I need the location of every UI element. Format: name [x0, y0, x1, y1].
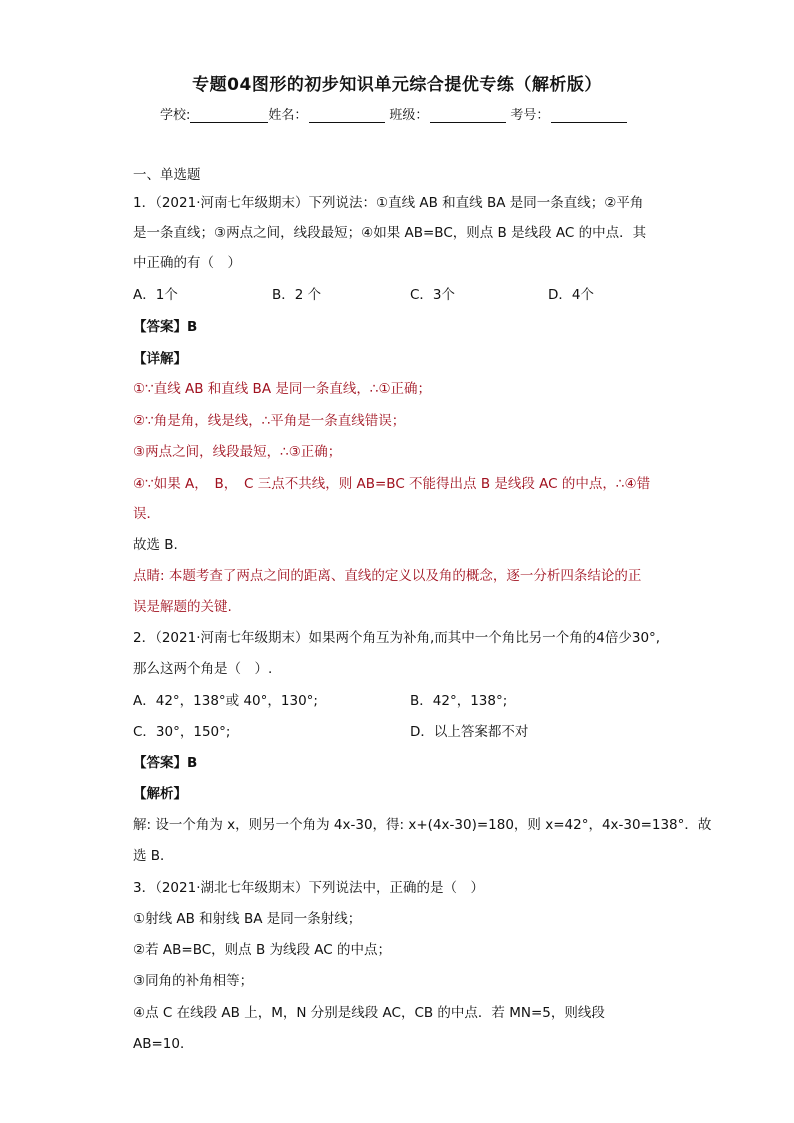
q1-detail-line5: 误． [133, 506, 160, 522]
q1-option-b: B．2 个 [272, 287, 322, 303]
q1-stem-line2: 是一条直线；③两点之间，线段最短；④如果 AB=BC，则点 B 是线段 AC 的中点．其 [133, 225, 647, 241]
q3-statement-2: ②若 AB=BC，则点 B 为线段 AC 的中点； [133, 942, 392, 958]
q3-stem-line1: 3．（2021·湖北七年级期末）下列说法中，正确的是（ ） [133, 880, 484, 896]
q2-analysis-line2: 选 B． [133, 848, 174, 864]
q2-option-a: A．42°，138°或 40°，130°; [133, 693, 318, 709]
school-blank[interactable] [190, 108, 268, 123]
q2-stem-line2: 那么这两个角是（ ）. [133, 661, 273, 677]
page-title: 专题04图形的初步知识单元综合提优专练（解析版） [192, 75, 602, 95]
q3-statement-3: ③同角的补角相等； [133, 973, 254, 989]
q1-detail-heading: 【详解】 [133, 351, 187, 367]
q1-stem-line1: 1．（2021·河南七年级期末）下列说法：①直线 AB 和直线 BA 是同一条直线；②平角 [133, 195, 644, 211]
q1-answer: 【答案】B [133, 319, 198, 335]
name-blank[interactable] [309, 108, 385, 123]
q1-detail-line2: ②∵角是角，线是线，∴平角是一条直线错误； [133, 413, 406, 429]
exam-no-label: 考号： [510, 108, 550, 123]
q2-option-b: B．42°，138°; [410, 693, 508, 709]
q2-option-c: C．30°，150°; [133, 724, 231, 740]
q1-conclusion: 故选 B. [133, 537, 178, 553]
q2-stem-line1: 2．（2021·河南七年级期末）如果两个角互为补角,而其中一个角比另一个角的4倍少30°, [133, 630, 661, 646]
q1-option-c: C．3个 [410, 287, 456, 303]
q2-answer: 【答案】B [133, 755, 198, 771]
class-blank[interactable] [430, 108, 506, 123]
q1-comment-line1: 点睛: 本题考查了两点之间的距离、直线的定义以及角的概念，逐一分析四条结论的正 [133, 568, 642, 584]
q1-stem-line3: 中正确的有（ ） [133, 255, 241, 271]
school-label: 学校: [160, 108, 191, 123]
section-heading: 一、单选题 [133, 167, 201, 183]
q3-statement-1: ①射线 AB 和射线 BA 是同一条射线； [133, 911, 362, 927]
q2-option-d: D．以上答案都不对 [410, 724, 529, 740]
q1-detail-line1: ①∵直线 AB 和直线 BA 是同一条直线，∴①正确； [133, 381, 432, 397]
q2-analysis-heading: 【解析】 [133, 786, 187, 802]
q3-statement-4-cont: AB=10． [133, 1036, 194, 1052]
q1-option-d: D．4个 [548, 287, 594, 303]
q1-option-a: A．1个 [133, 287, 178, 303]
exam-no-blank[interactable] [551, 108, 627, 123]
name-label: 姓名： [268, 108, 308, 123]
q3-statement-4: ④点 C 在线段 AB 上，M，N 分别是线段 AC，CB 的中点．若 MN=5，则线段 [133, 1005, 605, 1021]
q2-analysis-line1: 解: 设一个角为 x，则另一个角为 4x-30，得: x+(4x-30)=180，则 x=42°，4x-30=138°．故 [133, 817, 712, 833]
q1-detail-line3: ③两点之间，线段最短，∴③正确； [133, 444, 342, 460]
class-label: 班级： [389, 108, 429, 123]
student-info-row [160, 104, 627, 123]
q1-comment-line2: 误是解题的关键. [133, 599, 232, 615]
q1-detail-line4: ④∵如果 A， B， C 三点不共线，则 AB=BC 不能得出点 B 是线段 AC 的中点，∴④错 [133, 476, 651, 492]
